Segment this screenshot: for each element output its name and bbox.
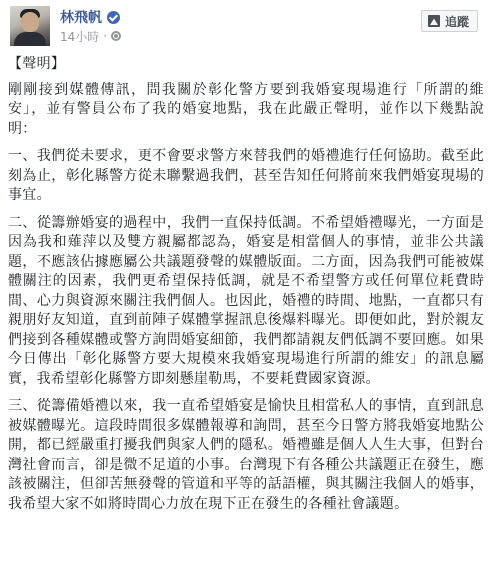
post-meta — [60, 28, 121, 44]
post-paragraph-intro: 剛剛接到媒體傳訊，問我關於彰化警方要到我婚宴現場進行「所謂的維安」，並有警員公布了我的婚宴地點，我在此嚴正聲明，並作以下幾點說明： — [8, 81, 484, 137]
post-paragraph-1: 一、我們從未要求，更不會要求警方來替我們的婚禮進行任何協助。截至此刻為止，彰化縣警方從未聯繫過我們，甚至告知任何將前來我們婚宴現場的事宜。 — [8, 148, 484, 203]
post-paragraph-3: 三、從籌備婚禮以來，我一直希望婚宴是愉快且相當私人的事情，直到訊息被媒體曝光。這段時間很多媒體報導和詢問，甚至今日警方將我婚宴地點公開，都已經嚴重打擾我們與家人們的隱私。婚禮雖是個人人生大事，但對台灣社會而言，卻是微不足道的小事。台灣現下有各種公共議題正在發生，應該被關注，但卻苦無發聲的管道和平等的話語權，與其關注我個人的婚事，我希望大家不如將時間心力放在現下正在發生的各種社會議題。 — [8, 398, 484, 512]
author-name[interactable]: 林飛帆 — [60, 10, 102, 26]
follow-button-label: 追蹤 — [444, 14, 469, 29]
post-heading: 【聲明】 — [8, 56, 66, 72]
avatar[interactable] — [10, 6, 50, 46]
follow-button[interactable] — [421, 10, 478, 32]
meta-separator: · — [103, 29, 108, 43]
author-row — [60, 7, 120, 27]
post-timestamp[interactable]: 14小時 — [60, 29, 100, 44]
post-body — [8, 55, 484, 522]
post-header — [10, 6, 480, 48]
verified-badge-icon — [107, 11, 120, 24]
follow-icon — [428, 15, 440, 27]
globe-icon — [111, 31, 121, 41]
post-paragraph-2: 二、從籌辦婚宴的過程中，我們一直保持低調。不希望婚禮曝光，一方面是因為我和薙萍以及雙方親屬都認為，婚宴是相當個人的事情，並非公共議題，不應該佔據應屬公共議題發聲的媒體版面。二方面，因為我們可能被媒體關注的因素，我們更希望保持低調，就是不希望警方或任何單位耗費時間、心力與資源來關注我們個人。也因此，婚禮的時間、地點，一直都只有親朋好友知道，直到前陣子媒體掌握訊息後爆料曝光。即便如此，對於親友們接到各種媒體或警方詢問婚宴細節，我們都請親友們低調不要回應。如果今日傳出「彰化縣警方要大規模來我婚宴現場進行所謂的維安」的訊息屬實，我希望彰化縣警方即刻懸崖勒馬，不要耗費國家資源。 — [8, 214, 484, 387]
